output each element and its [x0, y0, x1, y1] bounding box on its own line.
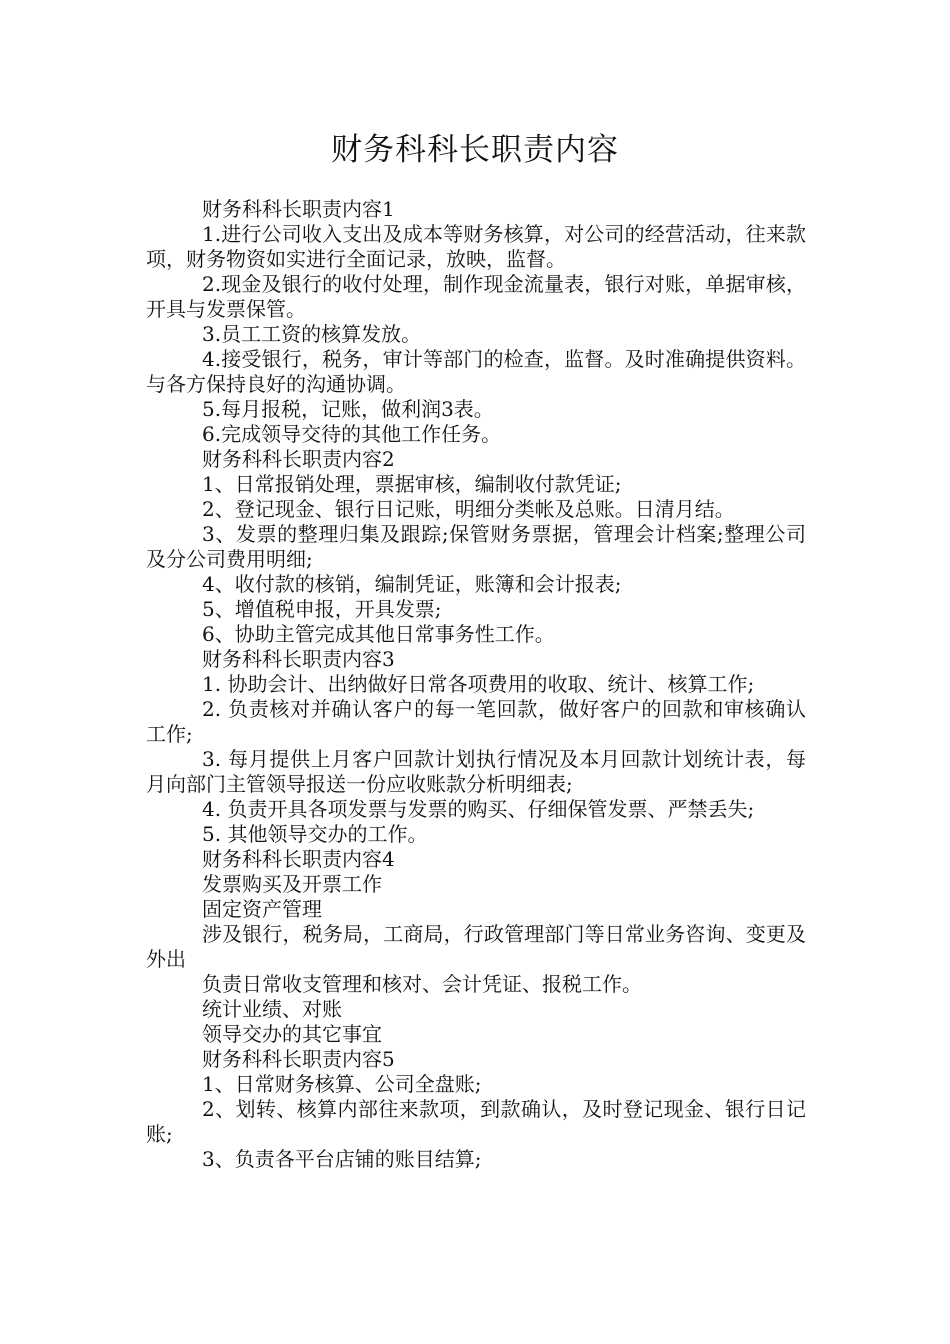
paragraph-4-4: 负责日常收支管理和核对、会计凭证、报税工作。: [202, 972, 642, 996]
paragraph-3-3: 3. 每月提供上月客户回款计划执行情况及本月回款计划统计表，每月向部门主管领导报送一份应收账款分析明细表;: [146, 747, 806, 796]
paragraph-2-5: 5、增值税申报，开具发票;: [202, 597, 442, 621]
paragraph-4-1: 发票购买及开票工作: [202, 872, 382, 896]
paragraph-3-4: 4. 负责开具各项发票与发票的购买、仔细保管发票、严禁丢失;: [202, 797, 755, 821]
paragraph-1-4: 4.接受银行，税务，审计等部门的检查，监督。及时准确提供资料。与各方保持良好的沟通协调。: [146, 347, 806, 396]
paragraph-2-2: 2、登记现金、银行日记账，明细分类帐及总账。日清月结。: [202, 497, 735, 521]
paragraph-5-1: 1、日常财务核算、公司全盘账;: [202, 1072, 482, 1096]
paragraph-1-5: 5.每月报税，记账，做利润3表。: [202, 397, 494, 421]
paragraph-2-3: 3、发票的整理归集及跟踪;保管财务票据，管理会计档案;整理公司及分公司费用明细;: [146, 522, 806, 571]
paragraph-4-5: 统计业绩、对账: [202, 997, 342, 1021]
paragraph-2-4: 4、收付款的核销，编制凭证，账簿和会计报表;: [202, 572, 622, 596]
paragraph-1-3: 3.员工工资的核算发放。: [202, 322, 422, 346]
paragraph-1-2: 2.现金及银行的收付处理，制作现金流量表，银行对账，单据审核，开具与发票保管。: [146, 272, 806, 321]
paragraph-4-6: 领导交办的其它事宜: [202, 1022, 382, 1046]
section-heading-4: 财务科科长职责内容4: [202, 847, 395, 871]
document-title: 财务科科长职责内容: [331, 132, 619, 168]
paragraph-3-1: 1. 协助会计、出纳做好日常各项费用的收取、统计、核算工作;: [202, 672, 755, 696]
paragraph-3-2: 2. 负责核对并确认客户的每一笔回款，做好客户的回款和审核确认工作;: [146, 697, 806, 746]
section-heading-3: 财务科科长职责内容3: [202, 647, 395, 671]
document-body: [146, 197, 806, 1172]
paragraph-5-3: 3、负责各平台店铺的账目结算;: [202, 1147, 482, 1171]
section-heading-2: 财务科科长职责内容2: [202, 447, 395, 471]
paragraph-4-3: 涉及银行，税务局，工商局，行政管理部门等日常业务咨询、变更及外出: [146, 922, 806, 971]
paragraph-1-6: 6.完成领导交待的其他工作任务。: [202, 422, 502, 446]
paragraph-3-5: 5. 其他领导交办的工作。: [202, 822, 428, 846]
paragraph-5-2: 2、划转、核算内部往来款项，到款确认，及时登记现金、银行日记账;: [146, 1097, 806, 1146]
paragraph-4-2: 固定资产管理: [202, 897, 322, 921]
paragraph-2-6: 6、协助主管完成其他日常事务性工作。: [202, 622, 555, 646]
paragraph-2-1: 1、日常报销处理，票据审核，编制收付款凭证;: [202, 472, 622, 496]
section-heading-5: 财务科科长职责内容5: [202, 1047, 395, 1071]
paragraph-1-1: 1.进行公司收入支出及成本等财务核算，对公司的经营活动，往来款项，财务物资如实进行全面记录，放映，监督。: [146, 222, 806, 271]
section-heading-1: 财务科科长职责内容1: [202, 197, 395, 221]
